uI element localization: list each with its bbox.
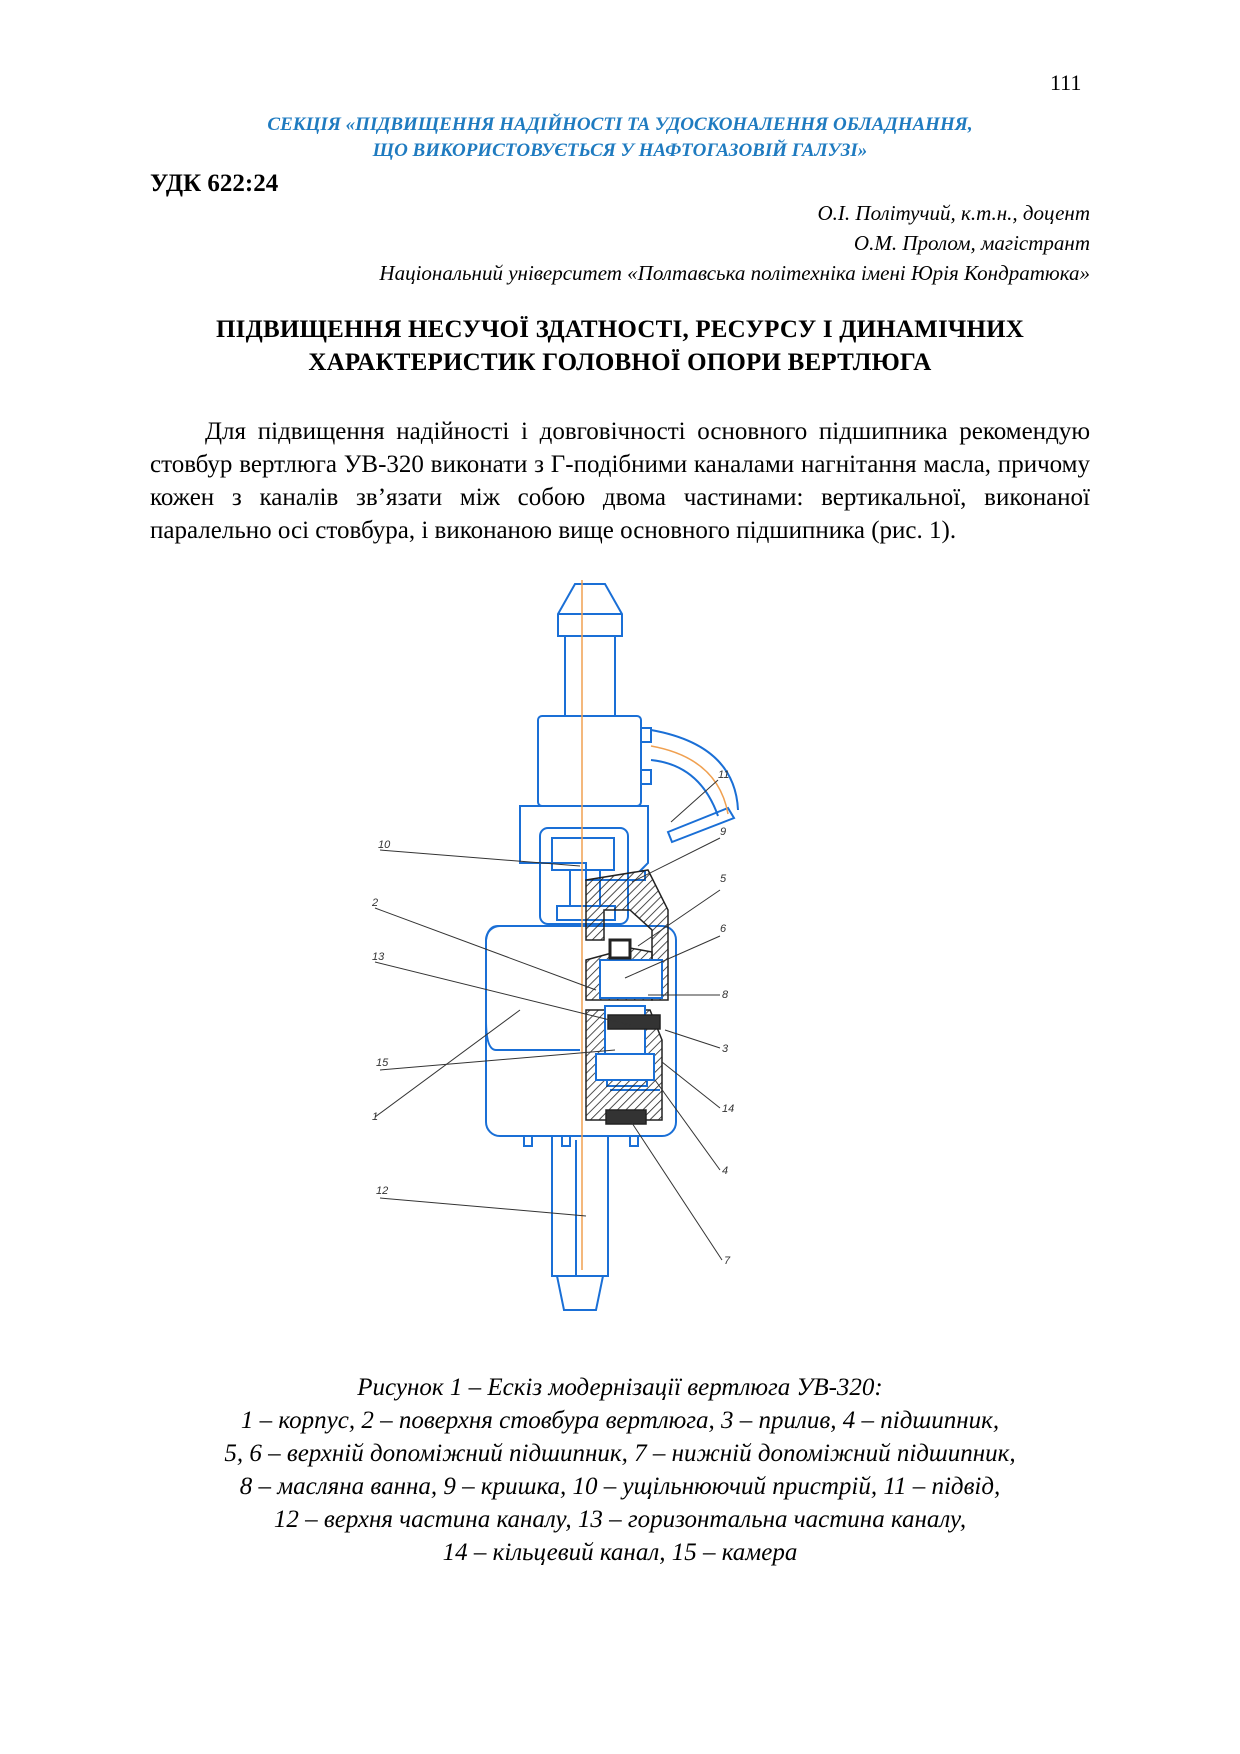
- title-line-2: ХАРАКТЕРИСТИК ГОЛОВНОЇ ОПОРИ ВЕРТЛЮГА: [308, 349, 932, 376]
- label-8: 8: [722, 989, 729, 1001]
- label-9: 9: [720, 826, 727, 838]
- label-2: 2: [372, 897, 379, 909]
- paper-title: [0, 313, 1240, 379]
- caption-line-1: Рисунок 1 – Ескіз модернізації вертлюга УВ-320:: [357, 1374, 883, 1401]
- swivel-sketch-figure: [372, 580, 840, 1360]
- author-2: О.М. Пролом, магістрант: [853, 231, 1090, 255]
- title-line-1: ПІДВИЩЕННЯ НЕСУЧОЇ ЗДАТНОСТІ, РЕСУРСУ І ДИНАМІЧНИХ: [216, 316, 1024, 343]
- body-paragraph: Для підвищення надійності і довговічності основного підшипника рекомендую стовбур вертлюга УВ-320 виконати з Г-подібними каналами нагнітання масла, причому кожен з каналів зв’язати між собою двома частинами: вертикальної, виконаної паралельно осі стовбура, і виконаною вище основного підшипника (рис. 1).: [150, 418, 1090, 544]
- label-12: 12: [376, 1185, 389, 1197]
- caption-line-6: 14 – кільцевий канал, 15 – камера: [442, 1539, 798, 1566]
- section-line-1: СЕКЦІЯ «ПІДВИЩЕННЯ НАДІЙНОСТІ ТА УДОСКОНАЛЕННЯ ОБЛАДНАННЯ,: [267, 114, 973, 135]
- leader-lines: [375, 780, 722, 1260]
- page-number: 111: [1050, 70, 1082, 95]
- udk-code: УДК 622:24: [150, 170, 279, 197]
- label-3: 3: [722, 1043, 729, 1055]
- caption-line-4: 8 – масляна ванна, 9 – кришка, 10 – ущільнюючий пристрій, 11 – підвід,: [239, 1473, 1001, 1500]
- caption-line-5: 12 – верхня частина каналу, 13 – горизонтальна частина каналу,: [273, 1506, 967, 1533]
- caption-line-2: 1 – корпус, 2 – поверхня стовбура вертлюга, 3 – прилив, 4 – підшипник,: [240, 1407, 1000, 1434]
- label-1: 1: [372, 1111, 379, 1123]
- authors-block: [379, 198, 1090, 288]
- label-4: 4: [722, 1165, 729, 1177]
- affiliation: Національний університет «Полтавська політехніка імені Юрія Кондратюка»: [379, 261, 1090, 285]
- section-line-2: ЩО ВИКОРИСТОВУЄТЬСЯ У НАФТОГАЗОВІЙ ГАЛУЗІ»: [372, 140, 868, 161]
- label-13: 13: [372, 951, 385, 963]
- label-6: 6: [720, 923, 727, 935]
- label-10: 10: [378, 839, 391, 851]
- label-7: 7: [724, 1255, 731, 1267]
- author-1: О.І. Політучий, к.т.н., доцент: [817, 201, 1090, 225]
- label-15: 15: [376, 1057, 389, 1069]
- section-header: [0, 112, 1240, 164]
- label-5: 5: [720, 873, 727, 885]
- swivel-outline: [486, 584, 676, 1310]
- label-14: 14: [722, 1103, 735, 1115]
- caption-line-3: 5, 6 – верхній допоміжний підшипник, 7 – нижній допоміжний підшипник,: [224, 1440, 1016, 1467]
- figure-caption: [0, 1371, 1240, 1569]
- label-11: 11: [718, 769, 730, 781]
